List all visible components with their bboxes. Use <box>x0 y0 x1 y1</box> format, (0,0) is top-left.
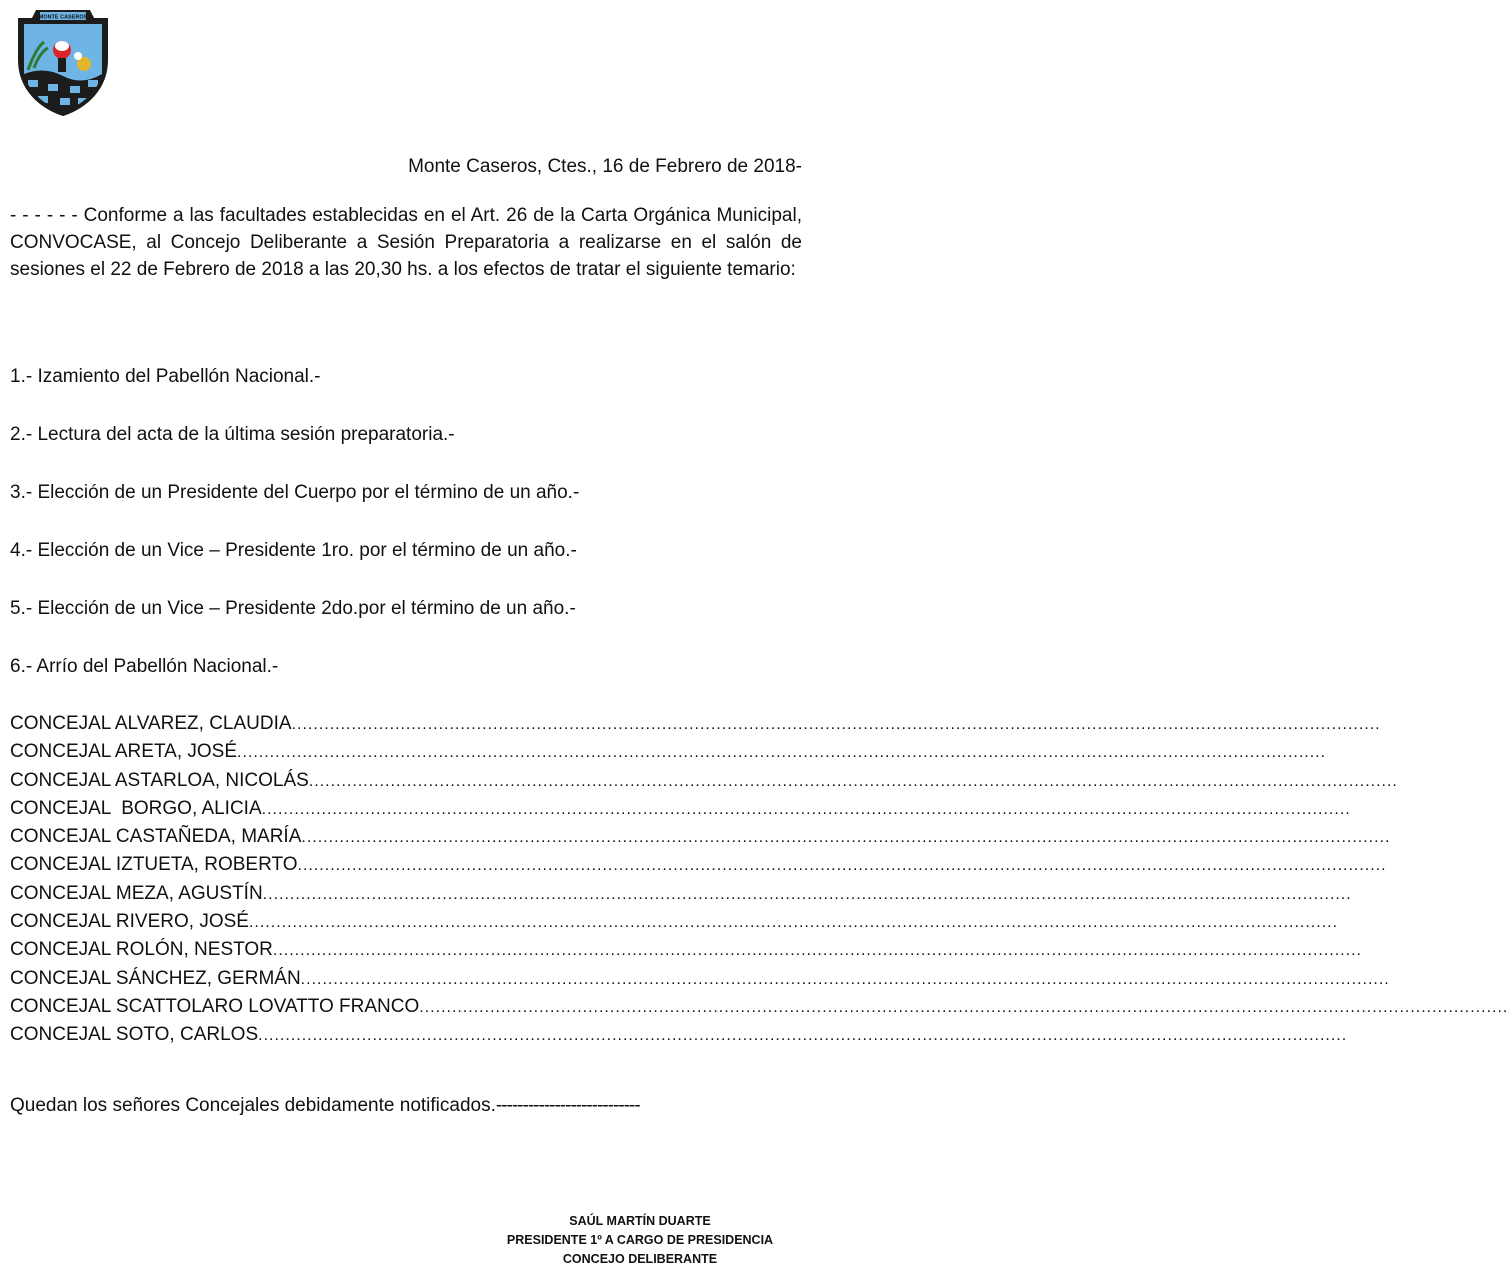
councillor-name: CONCEJAL ASTARLOA, NICOLÁS <box>10 769 309 791</box>
municipal-crest-icon <box>14 8 112 118</box>
councillor-name: CONCEJAL RIVERO, JOSÉ <box>10 911 249 933</box>
signature-dotted-line: ........................................................................................................................................................................................................ <box>301 829 1391 847</box>
councillor-name: CONCEJAL ALVAREZ, CLAUDIA <box>10 713 292 734</box>
agenda-item: 1.- Izamiento del Pabellón Nacional.- <box>10 366 321 387</box>
councillor-row <box>10 741 1327 769</box>
signatory-name: SAÚL MARTÍN DUARTE <box>569 1214 711 1228</box>
councillor-list <box>10 713 1508 1053</box>
councillor-row <box>10 882 1352 911</box>
councillor-name: CONCEJAL BORGO, ALICIA <box>10 797 262 819</box>
signature-dotted-line: ........................................................................................................................................................................................................ <box>297 857 1387 875</box>
signatory-role: PRESIDENTE 1º A CARGO DE PRESIDENCIA <box>506 1233 774 1247</box>
date-line: Monte Caseros, Ctes., 16 de Febrero de 2018- <box>408 156 802 177</box>
closing-line <box>10 1095 640 1117</box>
signature-dotted-line: ........................................................................................................................................................................................................ <box>261 800 1351 818</box>
closing-dashes: --------------------------- <box>495 1095 640 1116</box>
convocation-paragraph: - - - - - - Conforme a las facultades establecidas en el Art. 26 de la Carta Orgánica Municipal, CONVOCASE, al Concejo Deliberante a Sesión Preparatoria a realizarse en el salón de sesiones el 22 de Febrero de 2018 a las 20,30 hs. a los efectos de tratar el siguiente temario: <box>10 205 802 280</box>
councillor-row <box>10 854 1387 882</box>
councillor-row <box>10 967 1390 996</box>
councillor-row <box>10 911 1339 939</box>
signature-dotted-line: ........................................................................................................................................................................................................ <box>300 970 1390 988</box>
councillor-name: CONCEJAL IZTUETA, ROBERTO <box>10 854 298 876</box>
councillor-row <box>10 826 1391 854</box>
agenda-item: 2.- Lectura del acta de la última sesión preparatoria.- <box>10 424 455 445</box>
councillor-name: CONCEJAL MEZA, AGUSTÍN <box>10 882 263 904</box>
closing-text: Quedan los señores Concejales debidamente notificados. <box>10 1095 496 1116</box>
councillor-name: CONCEJAL SOTO, CARLOS <box>10 1024 259 1046</box>
councillor-row <box>10 769 1398 798</box>
signature-dotted-line: ........................................................................................................................................................................................................ <box>308 772 1398 790</box>
signature-dotted-line: ........................................................................................................................................................................................................ <box>258 1027 1348 1045</box>
agenda-item: 4.- Elección de un Vice – Presidente 1ro. por el término de un año.- <box>10 540 577 561</box>
councillor-name: CONCEJAL SÁNCHEZ, GERMÁN <box>10 967 301 989</box>
signature-dotted-line: ........................................................................................................................................................................................................ <box>272 942 1362 960</box>
councillor-name: CONCEJAL ARETA, JOSÉ <box>10 741 237 763</box>
signature-dotted-line: ........................................................................................................................................................................................................ <box>248 914 1339 932</box>
councillor-row <box>10 713 1381 741</box>
councillor-row <box>10 1024 1348 1052</box>
agenda-item: 6.- Arrío del Pabellón Nacional.- <box>10 656 279 677</box>
crest-banner-text: MONTE CASEROS <box>38 14 88 21</box>
agenda-item: 3.- Elección de un Presidente del Cuerpo por el término de un año.- <box>10 482 580 503</box>
agenda-item: 5.- Elección de un Vice – Presidente 2do.por el término de un año.- <box>10 598 576 619</box>
signature-dotted-line: ........................................................................................................................................................................................................ <box>237 744 1327 762</box>
signature-block <box>475 1212 805 1269</box>
councillor-name: CONCEJAL SCATTOLARO LOVATTO FRANCO <box>10 995 420 1017</box>
signature-dotted-line: ........................................................................................................................................................................................................ <box>291 716 1381 733</box>
signatory-body: CONCEJO DELIBERANTE <box>562 1252 718 1266</box>
councillor-row <box>10 995 1508 1024</box>
councillor-row <box>10 797 1351 826</box>
councillor-name: CONCEJAL ROLÓN, NESTOR <box>10 939 273 961</box>
councillor-row <box>10 939 1362 967</box>
signature-dotted-line: ........................................................................................................................................................................................................ <box>262 885 1352 903</box>
councillor-name: CONCEJAL CASTAÑEDA, MARÍA <box>10 826 302 848</box>
signature-dotted-line: ........................................................................................................................................................................................................ <box>419 998 1508 1016</box>
